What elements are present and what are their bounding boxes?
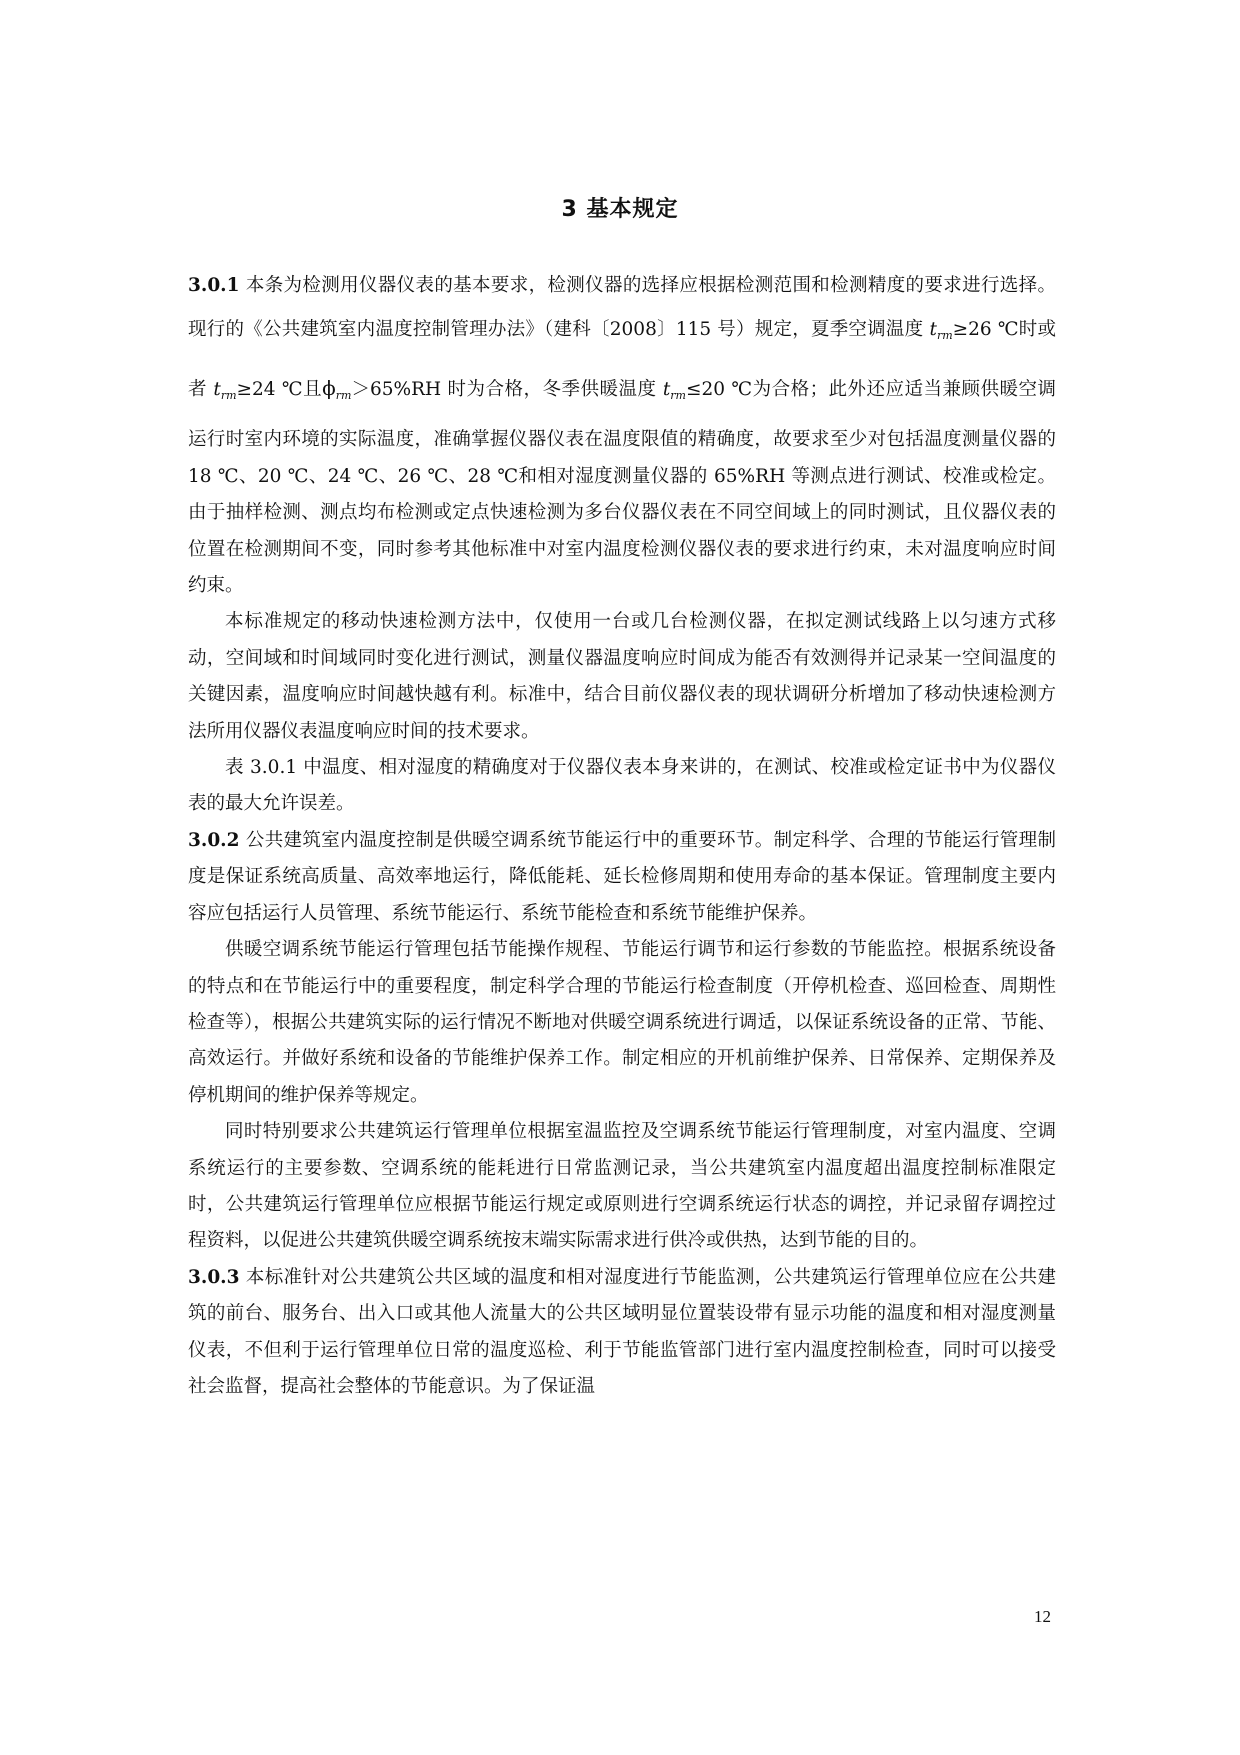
clause-text: 本标准针对公共建筑公共区域的温度和相对湿度进行节能监测，公共建筑运行管理单位应在公共建筑的前台、服务台、出入口或其他人流量大的公共区域明显位置装设带有显示功能的温度和相对湿度测量仪表，不但利于运行管理单位日常的温度巡检、利于节能监管部门进行室内温度控制检查，同时可以接受社会监督，提高社会整体的节能意识。为了保证温 [188, 1266, 1056, 1397]
paragraph: 供暖空调系统节能运行管理包括节能操作规程、节能运行调节和运行参数的节能监控。根据系统设备的特点和在节能运行中的重要程度，制定科学合理的节能运行检查制度（开停机检查、巡回检查、周期性检查等），根据公共建筑实际的运行情况不断地对供暖空调系统进行调适，以保证系统设备的正常、节能、高效运行。并做好系统和设备的节能维护保养工作。制定相应的开机前维护保养、日常保养、定期保养及停机期间的维护保养等规定。 [188, 939, 1056, 1106]
var-t: t [929, 319, 937, 341]
var-t: t [213, 379, 221, 401]
clause-3-0-1 [188, 268, 1056, 604]
clause-text: 公共建筑室内温度控制是供暖空调系统节能运行中的重要环节。制定科学、合理的节能运行管理制度是保证系统高质量、高效率地运行，降低能耗、延长检修周期和使用寿命的基本保证。管理制度主要内容应包括运行人员管理、系统节能运行、系统节能检查和系统节能维护保养。 [188, 829, 1056, 924]
clause-text: ≥26 ℃时或者 [188, 319, 1056, 401]
page-number: 12 [1034, 1607, 1051, 1626]
document-body [188, 268, 1056, 1405]
clause-number: 3.0.1 [188, 275, 240, 296]
clause-number: 3.0.3 [188, 1266, 240, 1288]
clause-text: ≥24 ℃且 [236, 379, 323, 401]
paragraph: 同时特别要求公共建筑运行管理单位根据室温监控及空调系统节能运行管理制度，对室内温度、空调系统运行的主要参数、空调系统的能耗进行日常监测记录，当公共建筑室内温度超出温度控制标准限定时，公共建筑运行管理单位应根据节能运行规定或原则进行空调系统运行状态的调控，并记录留存调控过程资料，以促进公共建筑供暖空调系统按末端实际需求进行供冷或供热，达到节能的目的。 [188, 1121, 1056, 1252]
clause-text: 合格；此外还应适当兼顾供暖空调运行时室内环境的实际温度，准确掌握仪器仪表在温度限值的精确度，故要求至少对包括温度测量仪器的 18 ℃、20 ℃、24 ℃、26 ℃、28 ℃和相对湿度测量仪器的 65%RH 等测点进行测试、校准或检定。由于抽样检测、测点均布检测或定点快速检测为多台仪器仪表在不同空间域上的同时测试，且仪器仪表的位置在检测期间不变，同时参考其他标准中对室内温度检测仪器仪表的要求进行约束，未对温度响应时间约束。 [188, 379, 1056, 597]
paragraph: 表 3.0.1 中温度、相对湿度的精确度对于仪器仪表本身来讲的，在测试、校准或检定证书中为仪器仪表的最大允许误差。 [188, 757, 1056, 815]
section-title: 3 基本规定 [561, 197, 679, 222]
paragraph: 本标准规定的移动快速检测方法中，仅使用一台或几台检测仪器，在拟定测试线路上以匀速方式移动，空间域和时间域同时变化进行测试，测量仪器温度响应时间成为能否有效测得并记录某一空间温度的关键因素，温度响应时间越快越有利。标准中，结合目前仪器仪表的现状调研分析增加了移动快速检测方法所用仪器仪表温度响应时间的技术要求。 [188, 611, 1056, 742]
clause-3-0-3 [188, 1260, 1056, 1406]
sub-rm: rm [936, 329, 953, 343]
var-t: t [662, 379, 671, 401]
clause-text: ＞65%RH 时为合格，冬季供暖温度 [351, 379, 663, 401]
sub-rm: rm [670, 389, 686, 403]
clause-number: 3.0.2 [188, 829, 240, 851]
clause-text: 本条为检测用仪器仪表的基本要求，检测仪器的选择应根据检测范围和检测精度的要求进行选择。现行的《公共建筑室内温度控制管理办法》（建科〔2008〕115 号）规定，夏季空调温度 [188, 275, 1056, 341]
var-phi: ϕ [322, 376, 336, 401]
sub-rm: rm [335, 389, 352, 403]
clause-text: ≤20 ℃为 [685, 379, 772, 401]
sub-rm: rm [220, 389, 237, 403]
clause-3-0-2 [188, 823, 1056, 932]
